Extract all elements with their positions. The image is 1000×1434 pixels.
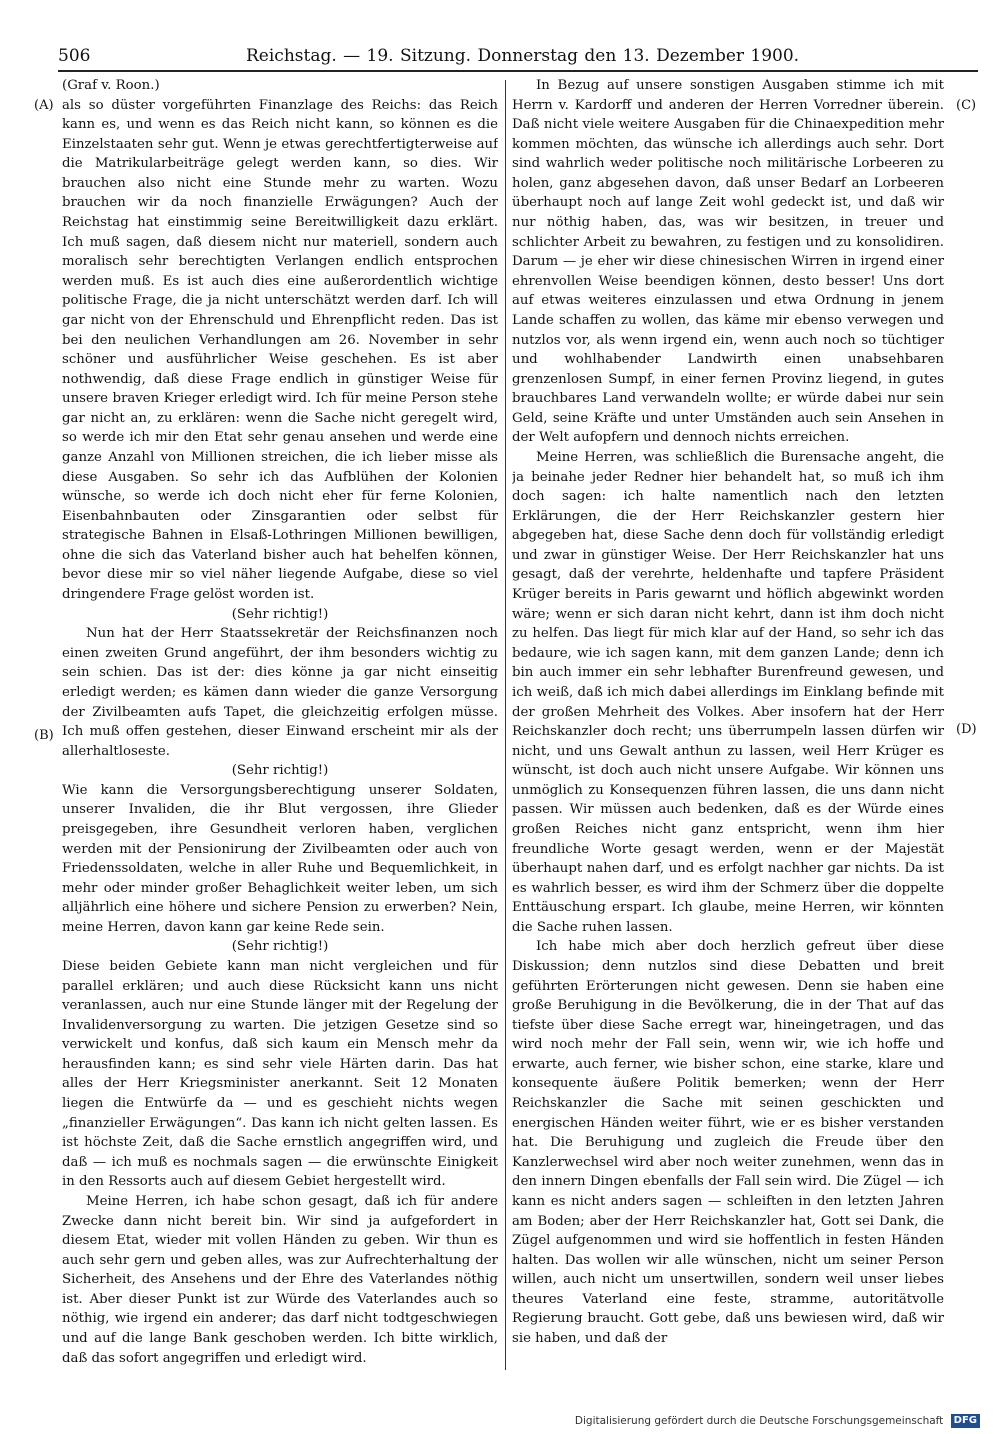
paragraph: Meine Herren, ich habe schon gesagt, daß ich für andere Zwecke dann nicht bereit bin. Wir sind ja aufgefordert in diesem Etat, wieder mit vollen Händen zu geben. Wir thun es auch sehr gern und geben alles, was zur Aufrechterhaltung der Sicherheit, des Ansehens und der Ehre des Vaterlandes nöthig ist. Aber dieser Punkt ist zur Würde des Vaterlandes auch so nöthig, wie irgend ein anderer; das darf nicht todtgeschwiegen und auf die lange Bank geschoben werden. Ich bitte wirklich, daß das sofort angegriffen und erledigt wird. xyxy=(62,1193,498,1366)
paragraph: Wie kann die Versorgungsberechtigung unserer Soldaten, unserer Invaliden, die ihr Blut vergossen, ihre Glieder preisgegeben, ihre Gesundheit verloren haben, verglichen werden mit der Pensionirung der Zivilbeamten oder auch von Friedenssoldaten, welche in aller Ruhe und Bequemlichkeit, in mehr oder minder großer Behaglichkeit weiter leben, um sich alljährlich eine höhere und sichere Pension zu erwerben? Nein, meine Herren, davon kann gar keine Rede sein. xyxy=(62,782,498,935)
interjection: (Sehr richtig!) xyxy=(231,606,329,622)
column-divider xyxy=(505,80,506,1370)
paragraph: als so düster vorgeführten Finanzlage des Reichs: das Reich kann es, und wenn es das Reich nicht kann, so können es die Einzelstaaten sehr gut. Wenn je etwas gerechtfertigterweise auf die Matrikularbeiträge gelegt werden kann, so dies. Wir brauchen also nicht eine Stunde mehr zu warten. Wozu brauchen wir da noch finanzielle Erwägungen? Auch der Reichstag hat einstimmig seine Bereitwilligkeit dazu erklärt. Ich muß sagen, daß diesem nicht nur materiell, sondern auch moralisch sehr berechtigten Verlangen endlich entsprochen werden muß. Es ist auch dies eine außerordentlich wichtige politische Frage, die ja nicht unterschätzt werden darf. Ich will gar nicht von der Ehrenschuld und Ehrenpflicht reden. Das ist bei den neulichen Verhandlungen am 26. November in sehr schöner und ausführlicher Weise geschehen. Es ist aber nothwendig, daß diese Frage endlich in günstiger Weise für unsere braven Krieger erledigt wird. Ich für meine Person stehe gar nicht an, zu erklären: wenn die Sache nicht geregelt wird, so werde ich mir den Etat sehr genau ansehen und werde eine ganze Anzahl von Millionen streichen, die ich lieber misse als diese Ausgaben. So sehr ich das Aufblühen der Kolonien wünsche, so werde ich doch nicht eher für ferne Kolonien, Eisenbahnbauten oder Zinsgarantien oder selbst für strategische Bahnen in Elsaß-Lothringen Millionen bewilligen, ohne die sich das Vaterland bisher auch hat behelfen können, bevor diese mir so viel näher liegende Aufgabe, diese so viel dringendere Frage gelöst worden ist. xyxy=(62,97,498,603)
running-head: Reichstag. — 19. Sitzung. Donnerstag den 13. Dezember 1900. xyxy=(246,46,800,66)
paragraph: Ich habe mich aber doch herzlich gefreut über diese Diskussion; denn nutzlos sind diese Debatten und breit geführten Erörterungen nicht gewesen. Denn sie haben eine große Beruhigung in die Bevölkerung, die in der That auf das tiefste über diese Sache erregt war, hineingetragen, und das wird noch mehr der Fall sein, wenn wir, wie ich hoffe und erwarte, auch ferner, wie bisher schon, eine starke, klare und konsequente äußere Politik bemerken; wenn der Herr Reichskanzler die Sache mit seinen geschickten und energischen Händen weiter führt, wie er es bisher verstanden hat. Die Beruhigung und zugleich die Freude über den Kanzlerwechsel wird aber noch weiter zunehmen, wenn das in den innern Dingen ebenfalls der Fall sein wird. Die Zügel — ich kann es nicht anders sagen — schleiften in den letzten Jahren am Boden; aber der Herr Reichskanzler hat, Gott sei Dank, die Zügel aufgenommen und wird sie hoffentlich in festen Händen halten. Das wollen wir alle wünschen, nicht um seiner Person willen, auch nicht um unsertwillen, sondern weil unser liebes theures Vaterland eine feste, stramme, autoritätvolle Regierung braucht. Gott gebe, daß uns bewiesen wird, daß wir sie haben, und daß der xyxy=(512,939,944,1346)
right-column xyxy=(512,76,944,1376)
margin-marker-b: (B) xyxy=(34,728,54,743)
paragraph: Meine Herren, was schließlich die Burensache angeht, die ja beinahe jeder Redner hier behandelt hat, so muß ich ihm doch sagen: ich halte namentlich nach den letzten Erklärungen, die der Herr Reichskanzler gestern hier abgegeben hat, diese Sache denn doch für vollständig erledigt und zwar in günstiger Weise. Der Herr Reichskanzler hat uns gesagt, daß der verehrte, heldenhafte und tapfere Präsident Krüger bereits in Paris gewarnt und höflich abgewinkt worden wäre; wenn er sich daran nicht kehrt, dann ist ihm doch nicht zu helfen. Das liegt für mich klar auf der Hand, so sehr ich das bedaure, wie ich sagen kann, mit dem ganzen Lande; denn ich bin auch immer ein sehr lebhafter Burenfreund gewesen, und ich weiß, daß ich mich dabei allerdings im Einklang befinde mit der großen Mehrheit des Volkes. Aber insofern hat der Herr Reichskanzler doch recht; uns überrumpeln lassen dürfen wir nicht, und uns Gewalt anthun zu lassen, weil Herr Krüger es wünscht, ist doch auch nicht unsere Aufgabe. Wir können uns unmöglich zu Konsequenzen führen lassen, die uns dann nicht passen. Wir müssen auch bedenken, daß es der Würde eines großen Reiches nicht ganz entspricht, wenn ihm hier freundliche Worte gesagt werden, wenn er der Majestät überhaupt nahen darf, und es erfolgt nachher gar nichts. Da ist es wahrlich besser, es wird ihm der Schmerz über die doppelte Enttäuschung erspart. Ich glaube, meine Herren, wir könnten die Sache ruhen lassen. xyxy=(512,449,944,935)
margin-marker-a: (A) xyxy=(34,98,54,113)
paragraph: In Bezug auf unsere sonstigen Ausgaben stimme ich mit Herrn v. Kardorff und anderen der Herren Vorredner überein. Daß nicht viele weitere Ausgaben für die Chinaexpedition mehr kommen möchten, das wünsche ich allerdings auch sehr. Dort sind wahrlich weder politische noch militärische Lorbeeren zu holen, ganz abgesehen davon, daß unser Bedarf an Lorbeeren überhaupt noch auf lange Zeit wohl gedeckt ist, und daß wir nur nöthig haben, das, was wir besitzen, in treuer und schlichter Arbeit zu bewahren, zu festigen und zu konsolidiren. Darum — je eher wir diese chinesischen Wirren in irgend einer ehrenvollen Weise beendigen können, desto besser! Uns dort auf etwas weiteres einzulassen und etwa Ordnung in jenem Lande schaffen zu wollen, das käme mir ebenso verwegen und nutzlos vor, als wenn irgend ein, wenn auch noch so tüchtiger und wohlhabender Landwirth einen unabsehbaren grenzenlosen Sumpf, in einer fernen Provinz liegend, in gutes brauchbares Land verwandeln wollte; er würde dabei nur sein Geld, seine Kräfte und unter Umständen auch sein Ansehen in der Welt aufopfern und dennoch nichts erreichen. xyxy=(512,78,944,446)
interjection: (Sehr richtig!) xyxy=(231,763,329,779)
footer-credit xyxy=(560,1414,980,1432)
header-rule xyxy=(58,70,978,72)
margin-marker-d: (D) xyxy=(956,722,977,737)
page-number: 506 xyxy=(58,46,91,66)
page-header xyxy=(58,42,978,70)
margin-marker-c: (C) xyxy=(956,98,977,113)
dfg-logo: DFG xyxy=(951,1414,980,1428)
speaker-label: (Graf v. Roon.) xyxy=(62,78,160,93)
paragraph: Nun hat der Herr Staatssekretär der Reichsfinanzen noch einen zweiten Grund angeführt, der ihm besonders wichtig zu sein schien. Das ist der: dies könne ja gar nicht einseitig erledigt werden; es kämen dann wieder die ganze Versorgung der Zivilbeamten aufs Tapet, die gleichzeitig erfolgen müsse. Ich muß offen gestehen, dieser Einwand erscheint mir als der allerhaltloseste. xyxy=(62,626,498,759)
interjection: (Sehr richtig!) xyxy=(231,939,329,955)
paragraph: Diese beiden Gebiete kann man nicht vergleichen und für parallel erklären; und auch diese Rücksicht kann uns nicht veranlassen, auch nur eine Stunde länger mit der Regelung der Invalidenversorgung zu warten. Die jetzigen Gesetze sind so verwickelt und konfus, daß sich kaum ein Mensch mehr da herausfinden kann; es sind sehr viele Härten darin. Das hat alles der Herr Kriegsminister anerkannt. Seit 12 Monaten liegen die Entwürfe da — und es geschieht nichts wegen „finanzieller Erwägungen“. Das kann ich nicht gelten lassen. Es ist höchste Zeit, daß die Sache ernstlich angegriffen wird, und daß — ich muß es nochmals sagen — die erwünschte Einigkeit in den Ressorts auch auf diesem Gebiet hergestellt wird. xyxy=(62,959,498,1190)
left-column xyxy=(62,76,498,1376)
footer-credit-text: Digitalisierung gefördert durch die Deutsche Forschungsgemeinschaft xyxy=(574,1415,944,1427)
